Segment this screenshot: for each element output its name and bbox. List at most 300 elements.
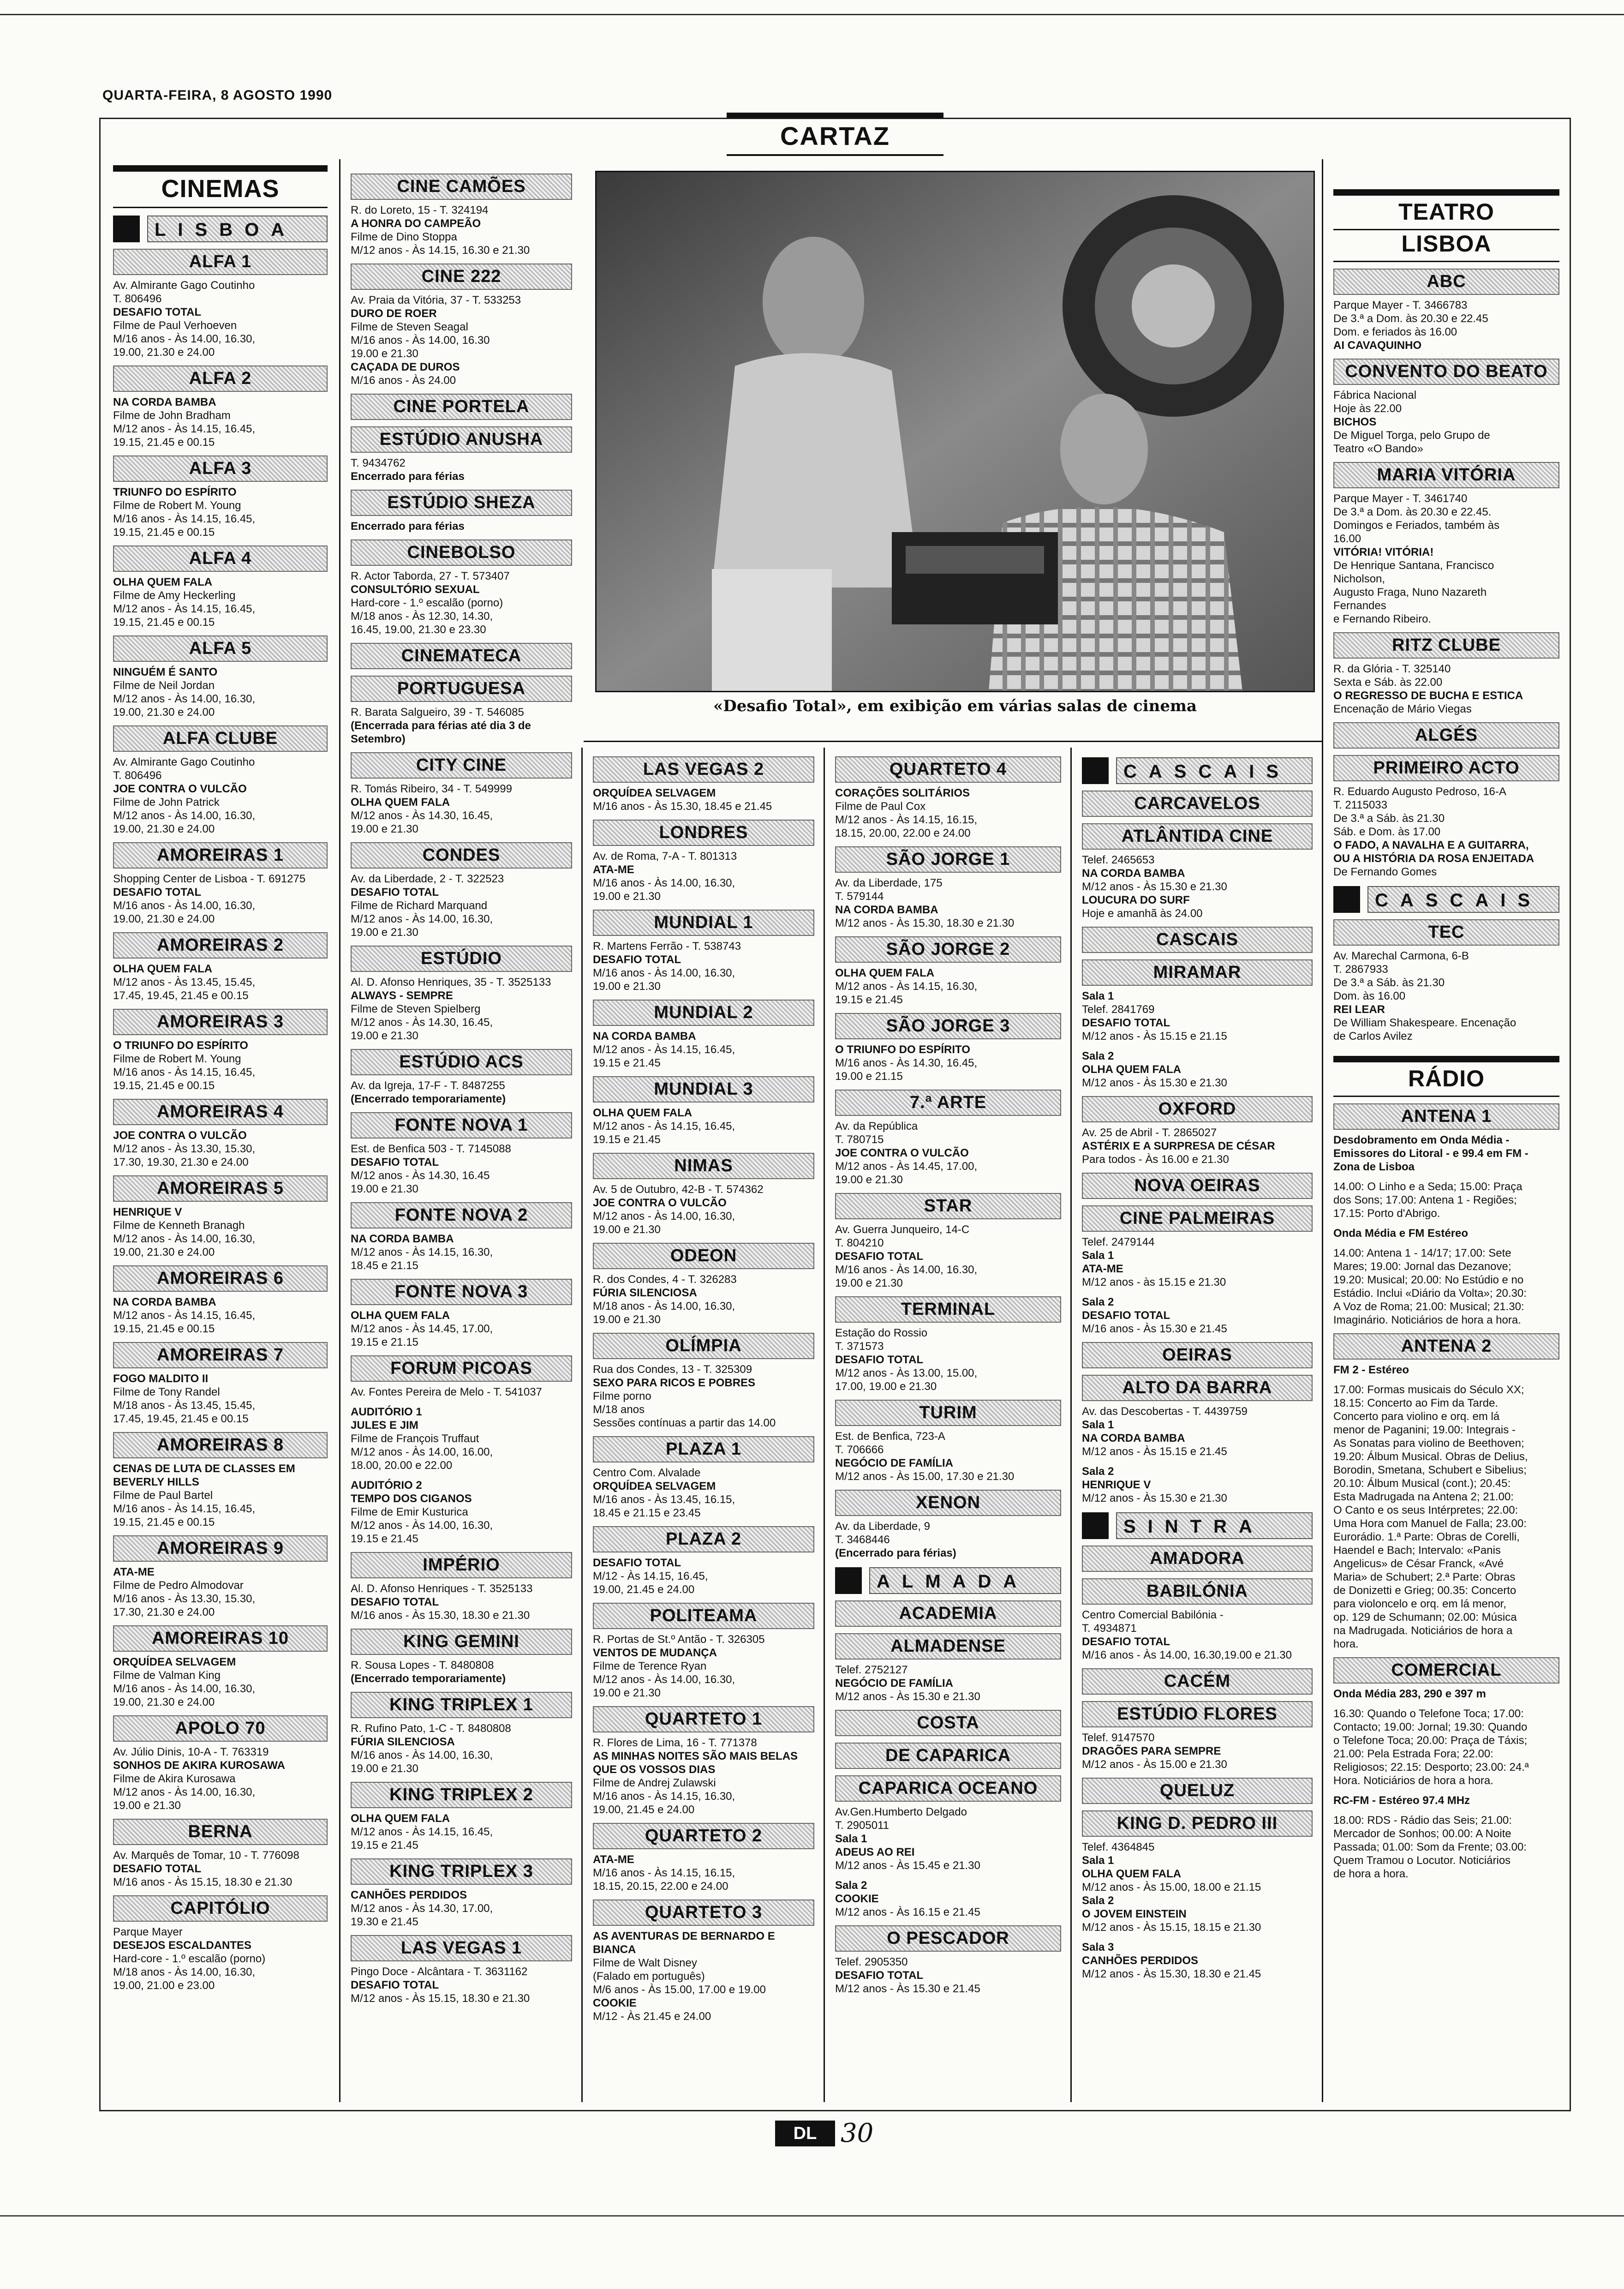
region-marker — [1082, 1512, 1109, 1539]
listing-header: CONDES — [351, 842, 572, 869]
photo-illustration — [597, 172, 1314, 691]
listing-line: M/12 anos - Às 14.00, 16.30, — [351, 913, 493, 925]
listing-line: Av. Fontes Pereira de Melo - T. 541037 — [351, 1386, 542, 1398]
listing-line: As Sonatas para violino de Beethoven; — [1333, 1437, 1524, 1450]
listing-line: Filme de Dino Stoppa — [351, 231, 457, 243]
listing-line: DRAGÕES PARA SEMPRE — [1082, 1745, 1221, 1757]
listing-line: M/12 anos - Às 15.30, 18.30 e 21.30 — [835, 917, 1015, 929]
listing-line: M/12 anos - Às 15.30 e 21.45 — [835, 1983, 980, 1995]
listing-header: NOVA OEIRAS — [1082, 1173, 1313, 1199]
listing-header: ALFA 5 — [113, 635, 328, 662]
listing-line: T. 806496 — [113, 769, 162, 782]
listing-line: Zona de Lisboa — [1333, 1161, 1415, 1173]
cinemas-column-1 — [113, 165, 328, 2103]
listing-line: hora. — [1333, 1638, 1359, 1650]
listing-line: CORAÇÕES SOLITÁRIOS — [835, 787, 970, 799]
listing-line: R. Flores de Lima, 16 - T. 771378 — [593, 1737, 757, 1749]
listing-line: 19.15, 21.45 e 00.15 — [113, 616, 215, 629]
listing-line: M/12 anos - Às 15.30 e 21.30 — [1082, 1492, 1227, 1504]
listing-header: APOLO 70 — [113, 1715, 328, 1742]
listing-line: 19.00, 21.45 e 24.00 — [593, 1804, 695, 1816]
cinemas-column-5 — [1082, 750, 1313, 2111]
listing-line: M/18 anos - Às 14.00, 16.30, — [113, 1966, 256, 1978]
listing-line: ORQUÍDEA SELVAGEM — [113, 1656, 236, 1668]
listing-line: 17.00: Formas musicais do Século XX; — [1333, 1384, 1524, 1396]
listing-line: OLHA QUEM FALA — [1082, 1063, 1182, 1076]
listing-line: AUDITÓRIO 2 — [351, 1479, 422, 1492]
listing-line: Filme de Terence Ryan — [593, 1660, 707, 1672]
listing-line: 18.45 e 21.15 e 23.45 — [593, 1507, 701, 1519]
listing-line: CANHÕES PERDIDOS — [351, 1889, 467, 1901]
listing-line: Filme de Andrej Zulawski — [593, 1777, 716, 1789]
listing-line: OLHA QUEM FALA — [351, 796, 450, 809]
listing-line: dos Sons; 17.00: Antena 1 - Regiões; — [1333, 1194, 1517, 1206]
listing-line: 19.00 e 21.30 — [593, 1313, 661, 1326]
listing-line: Av. Júlio Dinis, 10-A - T. 763319 — [113, 1746, 269, 1758]
listing-line: JOE CONTRA O VULCÃO — [835, 1147, 969, 1159]
listing-line: AS AVENTURAS DE BERNARDO E — [593, 1930, 775, 1942]
listing-line: M/12 anos - Às 14.15, 16.45, — [351, 1826, 493, 1838]
cinemas-column-3 — [593, 750, 814, 2111]
listing-line: 20.10: Álbum Musical (cont.); 20.45: — [1333, 1477, 1511, 1490]
listing-line: R. Portas de St.º Antão - T. 326305 — [593, 1633, 765, 1646]
listing-line: M/16 anos - Às 14.00, 16.30,19.00 e 21.30 — [1082, 1649, 1292, 1661]
listing-line: O FADO, A NAVALHA E A GUITARRA, — [1333, 839, 1529, 851]
listing-line: Telef. 2479144 — [1082, 1236, 1155, 1248]
listing-line: 19.00, 21.30 e 24.00 — [113, 913, 215, 925]
listing-header: AMOREIRAS 8 — [113, 1432, 328, 1458]
listing-line: M/12 anos - Às 14.00, 16.00, — [351, 1446, 493, 1458]
listing-line: 19.00 e 21.30 — [593, 890, 661, 903]
listing-line: 19.15 e 21.45 — [593, 1057, 661, 1069]
listing-header: PORTUGUESA — [351, 676, 572, 702]
listing-line: Filme de Walt Disney — [593, 1957, 697, 1969]
listing-line: FOGO MALDITO II — [113, 1372, 209, 1385]
page-footer — [775, 2118, 873, 2148]
listing-line: AUDITÓRIO 1 — [351, 1406, 422, 1418]
listing-line: ATA-ME — [1082, 1263, 1123, 1275]
listing-line: OLHA QUEM FALA — [351, 1812, 450, 1825]
listing-line: Sala 3 — [1082, 1941, 1114, 1953]
listing-line: Av. de Roma, 7-A - T. 801313 — [593, 850, 737, 863]
listing-line: NEGÓCIO DE FAMÍLIA — [835, 1457, 954, 1469]
listing-line: Para todos - Às 16.00 e 21.30 — [1082, 1153, 1229, 1166]
listing-line: 18.15, 20.15, 22.00 e 24.00 — [593, 1880, 728, 1893]
photo-caption: «Desafio Total», em exibição em várias salas de cinema — [713, 697, 1197, 715]
listing-header: KING GEMINI — [351, 1629, 572, 1655]
listing-line: Imaginário. Noticiários de hora a hora. — [1333, 1314, 1521, 1326]
listing-line: 19.00 e 21.30 — [835, 1277, 903, 1289]
column-divider — [824, 748, 825, 2102]
listing-header: ESTÚDIO FLORES — [1082, 1701, 1313, 1727]
listing-line: Filme de Paul Cox — [835, 800, 926, 813]
region-marker — [835, 1567, 862, 1594]
listing-line: Hoje às 22.00 — [1333, 402, 1402, 415]
listing-line: NA CORDA BAMBA — [1082, 1432, 1185, 1444]
region-cascais — [1082, 757, 1313, 784]
listing-header: ALFA 1 — [113, 249, 328, 275]
listing-line: Setembro) — [351, 733, 406, 745]
region-label: ALMADA — [869, 1567, 1061, 1594]
listing-line: Filme de François Truffaut — [351, 1432, 479, 1445]
listing-line — [1333, 1220, 1559, 1227]
listing-line: M/12 anos - Às 14.30, 16.45 — [351, 1169, 490, 1182]
listing-line: M/16 anos - Às 14.00, 16.30, — [113, 899, 256, 912]
listing-list — [1082, 757, 1313, 1981]
listing-header: 7.ª ARTE — [835, 1090, 1061, 1116]
listing-line: M/16 anos - Às 14.00, 16.30, — [593, 967, 735, 979]
region-lisboa — [113, 216, 328, 242]
listing-line: OLHA QUEM FALA — [351, 1309, 450, 1322]
listing-line: Av.Gen.Humberto Delgado — [835, 1806, 967, 1818]
listing-line: QUE OS VOSSOS DIAS — [593, 1763, 716, 1776]
region-label: LISBOA — [147, 216, 328, 242]
listing-line: Haendel e Bach; Intervalo: «Panis — [1333, 1544, 1501, 1557]
listing-header: ESTÚDIO — [351, 946, 572, 972]
listing-line: 14.00: O Linho e a Seda; 15.00: Praça — [1333, 1180, 1522, 1193]
listing-line: o Telefone Toca; 20.00: Praça de Táxis; — [1333, 1734, 1528, 1747]
cinemas-column-4 — [835, 750, 1061, 2111]
listing-line: M/12 anos - Às 14.15, 16.30, — [835, 980, 978, 993]
listing-line: Sala 1 — [1082, 1249, 1114, 1262]
listing-line: DESAFIO TOTAL — [351, 1979, 439, 1991]
listing-line: M/12 anos - Às 14.45, 17.00, — [351, 1323, 493, 1335]
listing-line: 19.00, 21.45 e 24.00 — [593, 1583, 695, 1596]
listing-header: CONVENTO DO BEATO — [1333, 359, 1559, 385]
listing-line: 19.15, 21.45 e 00.15 — [113, 1079, 215, 1092]
listing-line: Filme de Robert M. Young — [113, 1053, 241, 1065]
listing-line: Centro Comercial Babilónia - — [1082, 1609, 1224, 1621]
region-almada — [835, 1567, 1061, 1594]
listing-line: DESAFIO TOTAL — [351, 886, 439, 899]
listing-header: CINEBOLSO — [351, 539, 572, 566]
listing-line: M/12 anos - Às 16.15 e 21.45 — [835, 1906, 980, 1918]
listing-line: 19.15, 21.45 e 00.15 — [113, 526, 215, 539]
listing-header: CACÉM — [1082, 1668, 1313, 1695]
listing-line: Telef. 9147570 — [1082, 1732, 1155, 1744]
listing-line: 18.15: Concerto ao Fim da Tarde. — [1333, 1397, 1499, 1409]
listing-line: DESAFIO TOTAL — [593, 953, 681, 966]
listing-line: M/12 anos - às 15.15 e 21.30 — [1082, 1276, 1226, 1288]
listing-line: FM 2 - Estéreo — [1333, 1364, 1409, 1376]
listing-header: CINEMATECA — [351, 643, 572, 669]
listing-line: de Donizetti e Grieg; 00.35: Concerto — [1333, 1584, 1517, 1597]
listing-line: M/12 anos - Às 14.30, 16.45, — [351, 1016, 493, 1029]
listing-header: AMADORA — [1082, 1546, 1313, 1572]
cinemas-heading: CINEMAS — [113, 165, 328, 208]
listing-line: Hoje e amanhã às 24.00 — [1082, 907, 1203, 920]
listing-header: ALFA CLUBE — [113, 725, 328, 752]
listing-header: BERNA — [113, 1819, 328, 1845]
listing-header: QUARTETO 4 — [835, 756, 1061, 783]
listing-line: VITÓRIA! VITÓRIA! — [1333, 546, 1434, 558]
listing-header: LAS VEGAS 2 — [593, 756, 814, 783]
page-date: QUARTA-FEIRA, 8 AGOSTO 1990 — [102, 88, 333, 103]
listing-line: 19.15, 21.45 e 00.15 — [113, 436, 215, 449]
listing-line: M/12 anos - Às 14.00, 16.30, — [593, 1210, 735, 1222]
listing-line: Dom. às 16.00 — [1333, 990, 1406, 1002]
listing-line: Est. de Benfica 503 - T. 7145088 — [351, 1143, 511, 1155]
listing-line: M/12 - Às 21.45 e 24.00 — [593, 2010, 711, 2023]
listing-line: JULES E JIM — [351, 1419, 418, 1432]
column-divider — [1322, 159, 1323, 2102]
listing-line: 19.20: Musical; 20.00: No Estúdio e no — [1333, 1274, 1524, 1286]
listing-line: R. dos Condes, 4 - T. 326283 — [593, 1273, 737, 1286]
listing-line: T. 2905011 — [835, 1819, 889, 1832]
listing-line: 19.00 e 21.30 — [351, 926, 418, 939]
listing-line: OLHA QUEM FALA — [113, 963, 213, 975]
listing-line: M/12 anos - Às 14.15, 16.45, — [113, 603, 256, 615]
listing-header: CINE CAMÕES — [351, 174, 572, 200]
listing-header: AMOREIRAS 1 — [113, 842, 328, 869]
listing-line: M/12 anos - Às 14.15, 16.45, — [113, 1309, 256, 1322]
listing-line: Parque Mayer - T. 3466783 — [1333, 299, 1468, 312]
listing-line: T. 371573 — [835, 1340, 884, 1353]
listing-line: Parque Mayer — [113, 1926, 183, 1938]
listing-line: Sala 2 — [835, 1879, 867, 1892]
listing-header: ALTO DA BARRA — [1082, 1375, 1313, 1401]
listing-line: M/12 anos - Às 15.30 e 21.30 — [1082, 881, 1227, 893]
listing-header: CARCAVELOS — [1082, 791, 1313, 817]
listing-line: Sessões contínuas a partir das 14.00 — [593, 1417, 776, 1429]
listing-line: Sala 2 — [1082, 1296, 1114, 1308]
listing-header: AMOREIRAS 9 — [113, 1535, 328, 1562]
listing-line: T. 804210 — [835, 1237, 884, 1249]
listing-line: M/16 anos - Às 14.00, 16.30 — [351, 334, 490, 347]
listing-line: 19.00 e 21.30 — [593, 1223, 661, 1236]
listing-line: ADEUS AO REI — [835, 1846, 915, 1858]
listing-line: M/16 anos - Às 14.00, 16.30, — [113, 1683, 256, 1695]
listing-line: M/12 anos - Às 15.00, 17.30 e 21.30 — [835, 1470, 1015, 1483]
listing-line: 18.00, 20.00 e 22.00 — [351, 1459, 453, 1472]
listing-line: Av. da Liberdade, 9 — [835, 1520, 930, 1533]
listing-header: OEIRAS — [1082, 1342, 1313, 1368]
page-number: 30 — [841, 2118, 874, 2148]
listing-header: FONTE NOVA 3 — [351, 1279, 572, 1305]
listing-line: A Voz de Roma; 21.00: Musical; 21.30: — [1333, 1300, 1524, 1313]
listing-line: TRIUNFO DO ESPÍRITO — [113, 486, 237, 498]
listing-line: HENRIQUE V — [1082, 1479, 1151, 1491]
listing-header: LAS VEGAS 1 — [351, 1935, 572, 1961]
newspaper-logo: DL — [775, 2121, 835, 2146]
listing-line: R. Sousa Lopes - T. 8480808 — [351, 1659, 494, 1672]
listing-line: Fernandes — [1333, 599, 1386, 612]
listing-line: na Madrugada. Noticiários de hora a — [1333, 1624, 1513, 1637]
listing-header: TEC — [1333, 919, 1559, 946]
listing-line: DESAFIO TOTAL — [1082, 1309, 1170, 1322]
listing-line: ATA-ME — [593, 863, 634, 876]
listing-line: Filme de Valman King — [113, 1669, 221, 1682]
listing-line: Maria» de Schubert; 2.ª Parte: Obras — [1333, 1571, 1516, 1583]
region-label: SINTRA — [1116, 1512, 1313, 1539]
listing-line: 19.00 e 21.30 — [835, 1174, 903, 1186]
listing-line — [1333, 1240, 1559, 1246]
listing-line: M/12 anos - Às 14.00, 16.30, — [113, 693, 256, 705]
listing-list — [113, 249, 328, 1992]
listing-line: de hora a hora. — [1333, 1868, 1409, 1880]
listing-line: menor de Paganini; 19.00: Integrais - — [1333, 1424, 1516, 1436]
listing-line: R. Eduardo Augusto Pedroso, 16-A — [1333, 785, 1506, 798]
listing-line: LOUCURA DO SURF — [1082, 894, 1190, 906]
listing-line: M/16 anos - Às 14.00, 16.30, — [113, 333, 256, 345]
listing-header: AMOREIRAS 3 — [113, 1009, 328, 1035]
listing-header: MARIA VITÓRIA — [1333, 462, 1559, 488]
listing-line: R. Tomás Ribeiro, 34 - T. 549999 — [351, 783, 512, 795]
listing-line: DURO DE ROER — [351, 307, 437, 320]
listing-header: AMOREIRAS 6 — [113, 1265, 328, 1292]
listing-line: OLHA QUEM FALA — [593, 1107, 693, 1119]
listing-line: Sala 2 — [1082, 1894, 1114, 1907]
listing-line: Av. Almirante Gago Coutinho — [113, 756, 255, 768]
listing-line: 19.15 e 21.45 — [593, 1133, 661, 1146]
listing-line: 19.00 e 21.15 — [835, 1070, 903, 1083]
listing-line: M/12 anos - Às 15.15 e 21.45 — [1082, 1445, 1227, 1458]
listing-line: Pingo Doce - Alcântara - T. 3631162 — [351, 1965, 528, 1978]
column-divider — [339, 159, 340, 2102]
teatro-radio-column — [1333, 189, 1559, 2109]
listing-header: COMERCIAL — [1333, 1657, 1559, 1684]
listing-line: NA CORDA BAMBA — [113, 396, 216, 408]
listing-header: ESTÚDIO ANUSHA — [351, 426, 572, 453]
listing-header: CASCAIS — [1082, 927, 1313, 953]
photo-rule — [584, 741, 1322, 742]
listing-line — [1333, 1174, 1559, 1180]
listing-line: OLHA QUEM FALA — [1082, 1868, 1182, 1880]
listing-line: Desdobramento em Onda Média - — [1333, 1134, 1510, 1146]
listing-header: SÃO JORGE 1 — [835, 846, 1061, 873]
listing-line: T. 806496 — [113, 293, 162, 305]
listing-line: M/12 anos - Às 15.45 e 21.30 — [835, 1859, 980, 1872]
listing-line: Filme de Pedro Almodovar — [113, 1579, 244, 1592]
listing-list — [593, 756, 814, 2023]
listing-line: 19.00 e 21.30 — [351, 1762, 418, 1775]
listing-line: Parque Mayer - T. 3461740 — [1333, 492, 1468, 505]
listing-line: NA CORDA BAMBA — [113, 1296, 216, 1308]
listing-header: FONTE NOVA 1 — [351, 1112, 572, 1139]
listing-line: M/16 anos - Às 14.30, 16.45, — [835, 1057, 978, 1069]
listing-header: XENON — [835, 1490, 1061, 1516]
listing-line: Av. Almirante Gago Coutinho — [113, 279, 255, 292]
listing-line: 19.15 e 21.45 — [351, 1839, 418, 1852]
listing-header: CINE PORTELA — [351, 394, 572, 420]
listing-header: OXFORD — [1082, 1096, 1313, 1122]
listing-line: Sala 1 — [835, 1833, 867, 1845]
listing-line: M/16 anos - Às 24.00 — [351, 374, 456, 387]
listing-line: M/12 anos - Às 13.30, 15.30, — [113, 1143, 256, 1155]
listing-line: Telef. 2905350 — [835, 1956, 908, 1968]
listing-line: Telef. 2752127 — [835, 1664, 908, 1676]
listing-line: Sala 1 — [1082, 990, 1114, 1002]
listing-line: M/16 anos - Às 14.15, 16.45, — [113, 1066, 256, 1079]
listing-line: 17.15: Porto d'Abrigo. — [1333, 1207, 1440, 1220]
listing-line: Religiosos; 22.15: Desporto; 23.00: 24.ª — [1333, 1761, 1529, 1774]
listing-line: 14.00: Antena 1 - 14/17; 17.00: Sete — [1333, 1247, 1511, 1259]
listing-line: COOKIE — [835, 1893, 879, 1905]
listing-line: DESAFIO TOTAL — [1082, 1636, 1170, 1648]
listing-line: M/12 anos - Às 14.00, 16.30, — [113, 1786, 256, 1798]
listing-line: Esta Madrugada na Antena 2; 21.00: — [1333, 1491, 1514, 1503]
listing-line: Av. Marquês de Tomar, 10 - T. 776098 — [113, 1849, 299, 1862]
listing-line: Av. da Liberdade, 2 - T. 322523 — [351, 873, 504, 885]
listing-line: Estação do Rossio — [835, 1327, 928, 1339]
listing-line: SEXO PARA RICOS E POBRES — [593, 1377, 756, 1389]
region-marker — [1333, 886, 1360, 913]
listing-line: M/12 anos - Às 14.15, 16.30 e 21.30 — [351, 244, 530, 257]
listing-line: Av. Praia da Vitória, 37 - T. 533253 — [351, 294, 521, 306]
listing-line — [1333, 1377, 1559, 1383]
listing-line: BIANCA — [593, 1943, 636, 1956]
listing-line: 18.15, 20.00, 22.00 e 24.00 — [835, 827, 971, 839]
listing-line: DESAFIO TOTAL — [835, 1250, 924, 1263]
listing-line: M/12 anos - Às 15.30 e 21.30 — [835, 1690, 980, 1703]
listing-line: T. 2115033 — [1333, 799, 1387, 811]
listing-line: CAÇADA DE DUROS — [351, 361, 460, 373]
listing-line: Av. da Igreja, 17-F - T. 8487255 — [351, 1079, 505, 1092]
listing-line: O TRIUNFO DO ESPÍRITO — [835, 1043, 970, 1056]
listing-header: ODEON — [593, 1243, 814, 1269]
listing-line: Filme de Paul Bartel — [113, 1489, 213, 1502]
listing-line: CONSULTÓRIO SEXUAL — [351, 583, 480, 596]
listing-line: Hora. Noticiários de hora a hora. — [1333, 1774, 1493, 1787]
listing-header: PRIMEIRO ACTO — [1333, 755, 1559, 781]
region-cascais — [1333, 886, 1559, 913]
listing-line: M/16 anos - Às 14.15, 16.30, — [593, 1790, 735, 1803]
listing-line: R. Barata Salgueiro, 39 - T. 546085 — [351, 706, 524, 719]
listing-line: O TRIUNFO DO ESPÍRITO — [113, 1039, 248, 1052]
section-title-bar — [727, 113, 943, 118]
listing-header: ABC — [1333, 269, 1559, 295]
listing-line: Filme de Steven Seagal — [351, 321, 468, 333]
listing-line: 16.00 — [1333, 533, 1361, 545]
listing-line: Filme de Robert M. Young — [113, 499, 241, 512]
listing-header: OLÍMPIA — [593, 1333, 814, 1359]
listing-line: Sala 2 — [1082, 1465, 1114, 1478]
listing-header: ALGÉS — [1333, 722, 1559, 749]
listing-line: DESAFIO TOTAL — [351, 1596, 439, 1608]
listing-header: O PESCADOR — [835, 1925, 1061, 1952]
listing-line: 19.15, 21.45 e 00.15 — [113, 1323, 215, 1335]
listing-header: CINE 222 — [351, 264, 572, 290]
listing-line: ASTÉRIX E A SURPRESA DE CÉSAR — [1082, 1140, 1275, 1152]
listing-line: M/18 anos - Às 14.00, 16.30, — [593, 1300, 735, 1312]
listing-line: Sala 2 — [1082, 1050, 1114, 1062]
listing-header: ANTENA 2 — [1333, 1333, 1559, 1360]
listing-line: DESAFIO TOTAL — [1082, 1017, 1170, 1029]
listing-line: 19.00 e 21.30 — [593, 1687, 661, 1699]
listing-line: (Encerrado temporariamente) — [351, 1672, 506, 1685]
listing-header: CITY CINE — [351, 752, 572, 779]
listing-header: TERMINAL — [835, 1296, 1061, 1323]
listing-line: (Falado em português) — [593, 1970, 705, 1983]
teatro-list — [1333, 269, 1559, 1043]
listing-line: M/18 anos - Às 12.30, 14.30, — [351, 610, 493, 623]
radio-heading: RÁDIO — [1333, 1056, 1559, 1097]
listing-line: Quem Tramou o Locutor. Noticiários — [1333, 1854, 1511, 1867]
listing-header: CAPITÓLIO — [113, 1895, 328, 1922]
listing-header: POLITEAMA — [593, 1603, 814, 1629]
listing-header: PLAZA 1 — [593, 1436, 814, 1462]
listing-line: R. Actor Taborda, 27 - T. 573407 — [351, 570, 510, 582]
listing-line: M/16 anos - Às 15.30, 18.30 e 21.30 — [351, 1609, 530, 1622]
listing-line: DESAFIO TOTAL — [113, 886, 202, 899]
listing-header: AMOREIRAS 5 — [113, 1175, 328, 1202]
listing-header: SÃO JORGE 3 — [835, 1013, 1061, 1039]
listing-header: SÃO JORGE 2 — [835, 936, 1061, 963]
listing-line: NEGÓCIO DE FAMÍLIA — [835, 1677, 954, 1690]
listing-line: 17.30, 19.30, 21.30 e 24.00 — [113, 1156, 249, 1168]
listing-line: NA CORDA BAMBA — [1082, 867, 1185, 880]
listing-header: TURIM — [835, 1400, 1061, 1426]
